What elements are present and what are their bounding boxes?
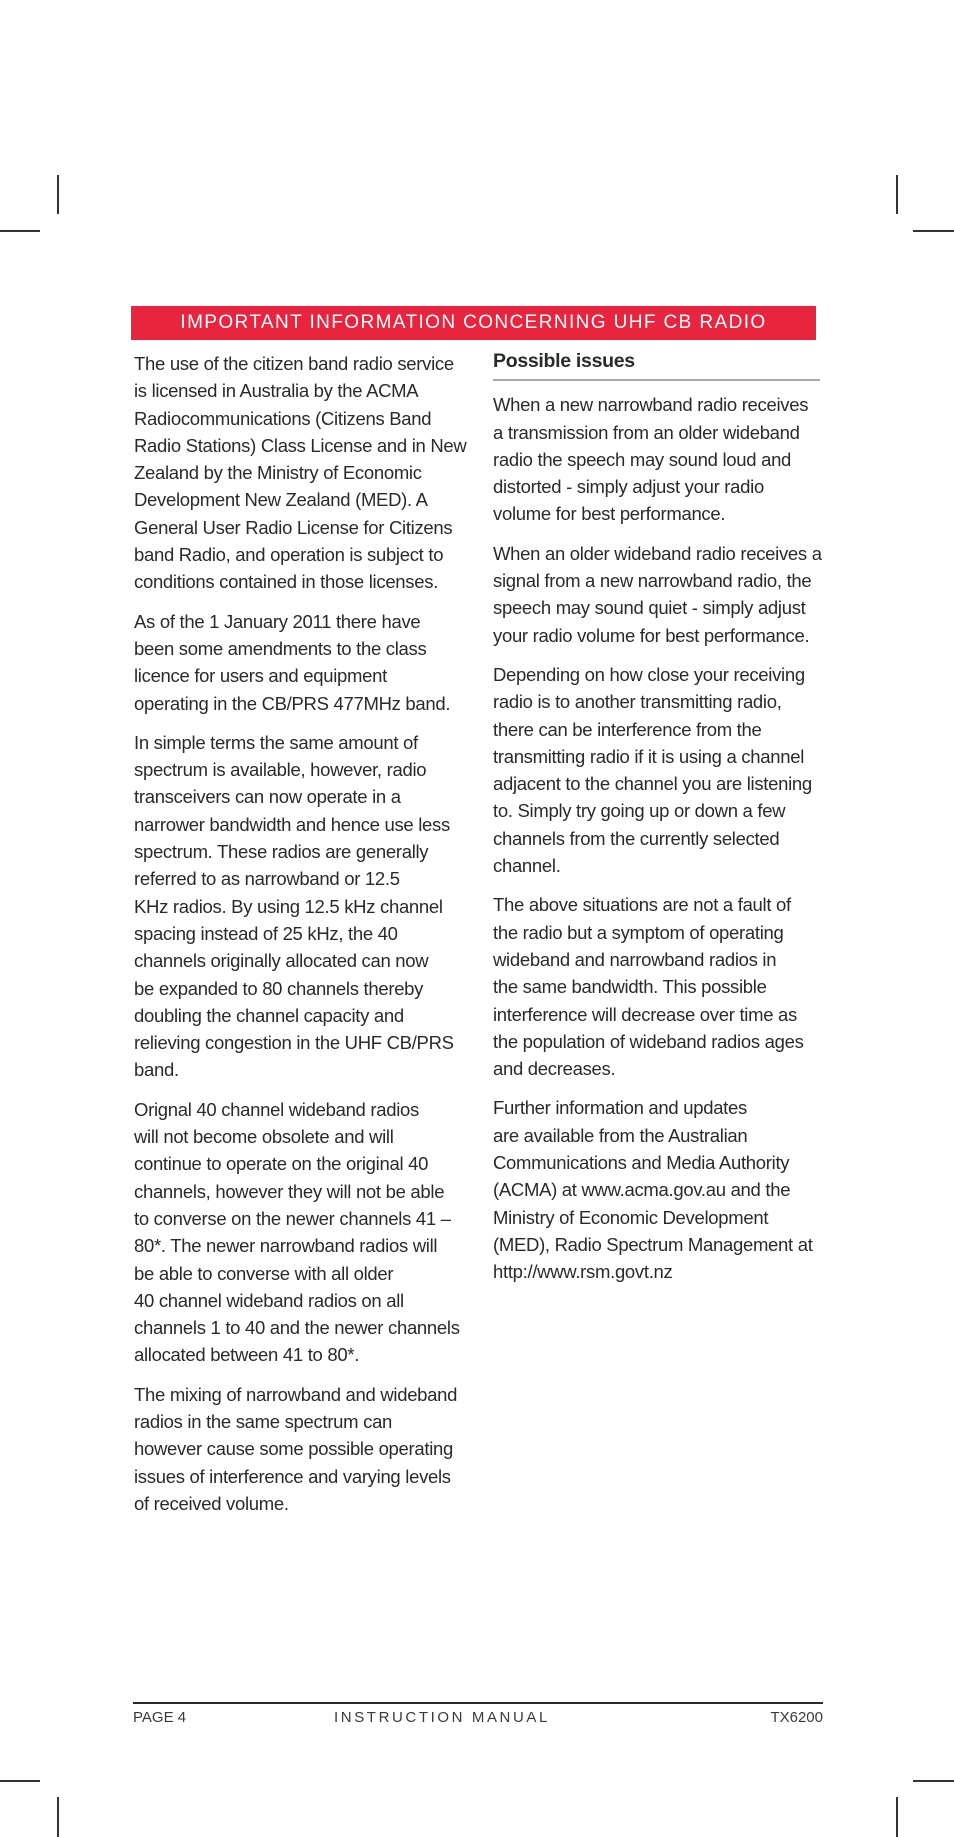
paragraph-further-info: Further information and updates are available from the Australian Communications and Media Authority (ACMA) at www.acma.gov.au and the Ministry of Economic Development (MED), Radio Spectrum Management at http://www.rsm.govt.nz [493, 1097, 813, 1283]
crop-mark-top-left-horizontal [0, 230, 40, 232]
right-column [493, 348, 823, 1298]
crop-mark-top-left-vertical [57, 175, 59, 214]
footer-rule [133, 1702, 823, 1704]
paragraph-narrowband: In simple terms the same amount of spectrum is available, however, radio transceivers can now operate in a narrower bandwidth and hence use less spectrum. These radios are generally referred to as narrowband or 12.5 KHz radios. By using 12.5 kHz channel spacing instead of 25 kHz, the 40 channels originally allocated can now be expanded to 80 channels thereby doubling the channel capacity and relieving congestion in the UHF CB/PRS band. [134, 731, 454, 1081]
crop-mark-bottom-left-vertical [57, 1797, 59, 1837]
paragraph-license: The use of the citizen band radio service is licensed in Australia by the ACMA Radiocommunications (Citizens Band Radio Stations) Class License and in New Zealand by the Ministry of Economic Development New Zealand (MED). A General User Radio License for Citizens band Radio, and operation is subject to conditions contained in those licenses. [134, 353, 467, 593]
possible-issues-heading: Possible issues [493, 348, 820, 381]
crop-mark-bottom-left-horizontal [0, 1780, 40, 1782]
banner-title: IMPORTANT INFORMATION CONCERNING UHF CB RADIO [180, 312, 767, 333]
paragraph-amendments: As of the 1 January 2011 there have been some amendments to the class licence for users and equipment operating in the CB/PRS 477MHz band. [134, 610, 451, 714]
left-column [134, 350, 470, 1529]
footer-manual-title: INSTRUCTION MANUAL [334, 1709, 550, 1726]
section-banner [131, 306, 816, 340]
crop-mark-bottom-right-vertical [896, 1797, 898, 1837]
paragraph-not-a-fault: The above situations are not a fault of the radio but a symptom of operating wideband and narrowband radios in the same bandwidth. This possible interference will decrease over time as the population of wideband radios ages and decreases. [493, 894, 804, 1080]
paragraph-interference: Depending on how close your receiving radio is to another transmitting radio, there can be interference from the transmitting radio if it is using a channel adjacent to the channel you are listening to. Simply try going up or down a few channels from the currently selected channel. [493, 663, 812, 877]
paragraph-quiet: When an older wideband radio receives a signal from a new narrowband radio, the speech may sound quiet - simply adjust your radio volume for best performance. [493, 542, 822, 646]
paragraph-loud-distorted: When a new narrowband radio receives a transmission from an older wideband radio the speech may sound loud and distorted - simply adjust your radio volume for best performance. [493, 394, 809, 525]
crop-mark-top-right-horizontal [913, 230, 954, 232]
paragraph-mixing: The mixing of narrowband and wideband radios in the same spectrum can however cause some possible operating issues of interference and varying levels of received volume. [134, 1383, 458, 1514]
paragraph-wideband-compat: Orignal 40 channel wideband radios will not become obsolete and will continue to operate on the original 40 channels, however they will not be able to converse on the newer channels 41 – 80*. The newer narrowband radios will be able to converse with all older 40 channel wideband radios on all channels 1 to 40 and the newer channels allocated between 41 to 80*. [134, 1098, 460, 1366]
crop-mark-bottom-right-horizontal [913, 1780, 954, 1782]
crop-mark-top-right-vertical [896, 175, 898, 214]
footer-model: TX6200 [770, 1709, 823, 1726]
footer-page-number: PAGE 4 [133, 1709, 187, 1726]
